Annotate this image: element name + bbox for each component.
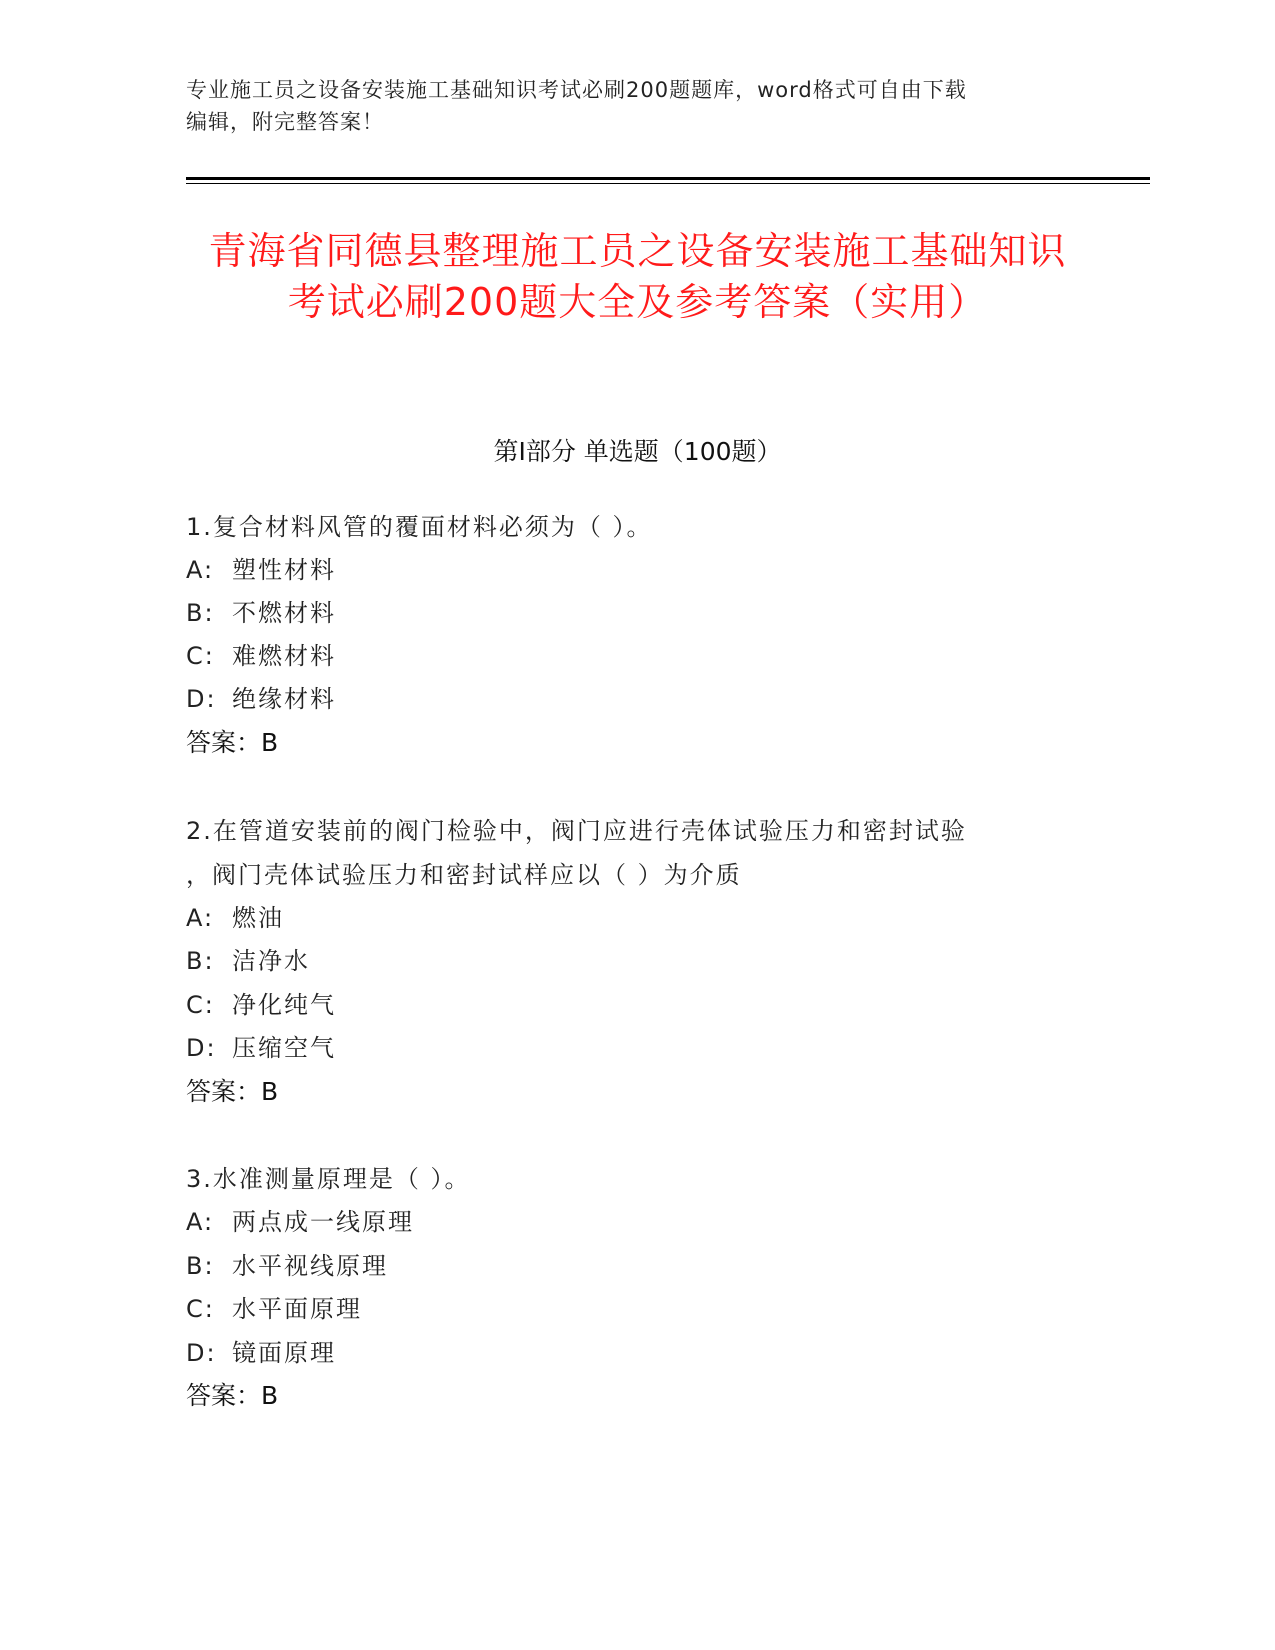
option-key: A: <box>186 556 215 584</box>
option-text: 燃油 <box>232 904 284 932</box>
option-key: A: <box>186 1208 215 1236</box>
question-2-stem-line-2: ，阀门壳体试验压力和密封试样应以（ ）为介质 <box>186 861 742 889</box>
header-note-line-1: 专业施工员之设备安装施工基础知识考试必刷200题题库，word格式可自由下载 <box>186 78 967 102</box>
header-note-line-2: 编辑，附完整答案！ <box>186 110 384 134</box>
question-1-option-d <box>186 684 336 714</box>
option-key: C: <box>186 642 215 670</box>
option-text: 不燃材料 <box>232 599 336 627</box>
question-1-option-a <box>186 555 336 585</box>
header-divider-thick <box>186 177 1150 180</box>
option-key: C: <box>186 1295 215 1323</box>
option-text: 绝缘材料 <box>232 685 336 713</box>
option-text: 压缩空气 <box>232 1034 336 1062</box>
option-key: D: <box>186 1034 217 1062</box>
question-3-option-a <box>186 1207 414 1237</box>
option-key: B: <box>186 1252 215 1280</box>
option-text: 两点成一线原理 <box>232 1208 414 1236</box>
section-heading: 第I部分 单选题（100题） <box>493 437 782 466</box>
header-divider-thin <box>186 183 1150 184</box>
option-key: B: <box>186 947 215 975</box>
question-2-option-c <box>186 990 336 1020</box>
question-2-option-b <box>186 946 310 976</box>
question-3-option-d <box>186 1338 336 1368</box>
question-2-option-a <box>186 903 284 933</box>
question-1-option-c <box>186 641 336 671</box>
question-1-option-b <box>186 598 336 628</box>
question-2-answer: 答案：B <box>186 1077 279 1106</box>
option-text: 净化纯气 <box>232 991 336 1019</box>
question-3-option-b <box>186 1251 388 1281</box>
option-text: 难燃材料 <box>232 642 336 670</box>
option-text: 塑性材料 <box>232 556 336 584</box>
question-1-answer: 答案：B <box>186 728 279 757</box>
question-2-stem-line-1: 2.在管道安装前的阀门检验中，阀门应进行壳体试验压力和密封试验 <box>186 817 967 845</box>
option-text: 镜面原理 <box>232 1339 336 1367</box>
question-3-answer: 答案：B <box>186 1381 279 1410</box>
option-key: B: <box>186 599 215 627</box>
option-text: 水平视线原理 <box>232 1252 388 1280</box>
question-3-stem: 3.水准测量原理是（ ）。 <box>186 1165 471 1193</box>
option-key: C: <box>186 991 215 1019</box>
option-text: 洁净水 <box>232 947 310 975</box>
option-key: A: <box>186 904 215 932</box>
option-key: D: <box>186 1339 217 1367</box>
option-key: D: <box>186 685 217 713</box>
document-title: 青海省同德县整理施工员之设备安装施工基础知识考试必刷200题大全及参考答案（实用） <box>208 229 1067 324</box>
question-1-stem: 1.复合材料风管的覆面材料必须为（ ）。 <box>186 513 653 541</box>
header-note <box>186 74 1066 138</box>
option-text: 水平面原理 <box>232 1295 362 1323</box>
question-3-option-c <box>186 1294 362 1324</box>
question-2-option-d <box>186 1033 336 1063</box>
